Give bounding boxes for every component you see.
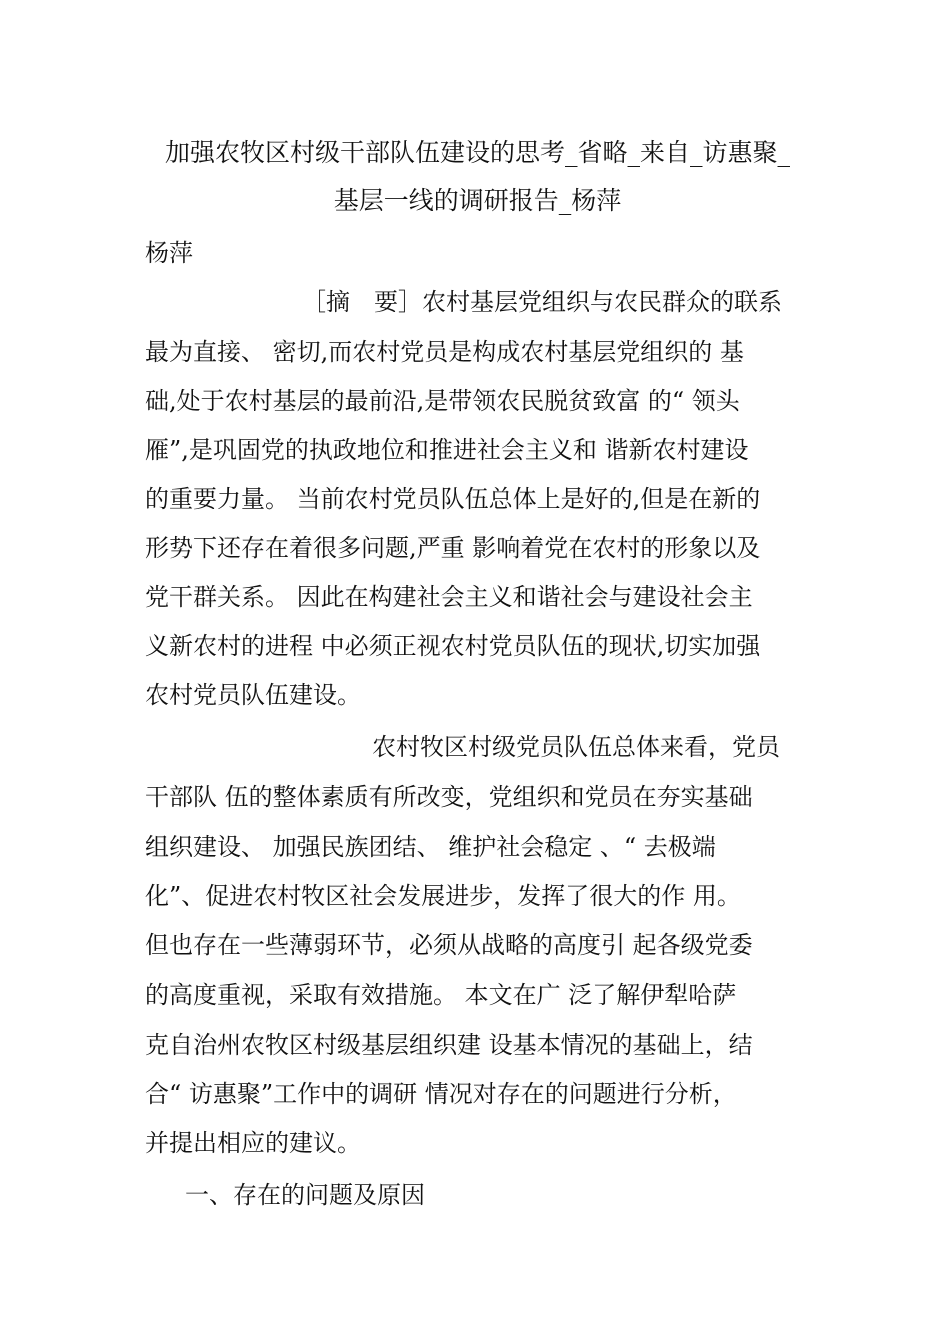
abstract-line: 最为直接、 密切,而农村党员是构成农村基层党组织的 基 (145, 338, 744, 366)
abstract-line: ［摘 要］农村基层党组织与农民群众的联系 (302, 288, 782, 316)
author-name: 杨萍 (145, 239, 193, 267)
paragraph-line: 的高度重视，采取有效措施。 本文在广 泛了解伊犁哈萨 (145, 981, 737, 1009)
paragraph-line: 合“ 访惠聚”工作中的调研 情况对存在的问题进行分析， (145, 1080, 737, 1108)
paragraph-line: 干部队 伍的整体素质有所改变，党组织和党员在夯实基础 (145, 783, 753, 811)
section-heading: 一、存在的问题及原因 (185, 1181, 425, 1209)
paragraph-line: 农村牧区村级党员队伍总体来看，党员 (372, 733, 780, 761)
abstract-line: 党干群关系。 因此在构建社会主义和谐社会与建设社会主 (145, 583, 753, 611)
abstract-line: 义新农村的进程 中必须正视农村党员队伍的现状,切实加强 (145, 632, 761, 660)
abstract-line: 形势下还存在着很多问题,严重 影响着党在农村的形象以及 (145, 534, 761, 562)
paragraph-line: 化”、促进农村牧区社会发展进步，发挥了很大的作 用。 (145, 882, 741, 910)
abstract-line: 础,处于农村基层的最前沿,是带领农民脱贫致富 的“ 领头 (145, 387, 740, 415)
abstract-line: 农村党员队伍建设。 (145, 681, 361, 709)
title-line-1: 加强农牧区村级干部队伍建设的思考_省略_来自_访惠聚_ (164, 138, 790, 167)
abstract-line: 雁”,是巩固党的执政地位和推进社会主义和 谐新农村建设 (145, 436, 749, 464)
paragraph-line: 但也存在一些薄弱环节，必须从战略的高度引 起各级党委 (145, 931, 753, 959)
title-line-2: 基层一线的调研报告_杨萍 (333, 186, 622, 215)
abstract-line: 的重要力量。 当前农村党员队伍总体上是好的,但是在新的 (145, 485, 761, 513)
paragraph-line: 并提出相应的建议。 (145, 1129, 361, 1157)
paragraph-line: 克自治州农牧区村级基层组织建 设基本情况的基础上，结 (145, 1031, 753, 1059)
paragraph-line: 组织建设、 加强民族团结、 维护社会稳定 、“ 去极端 (145, 833, 716, 861)
